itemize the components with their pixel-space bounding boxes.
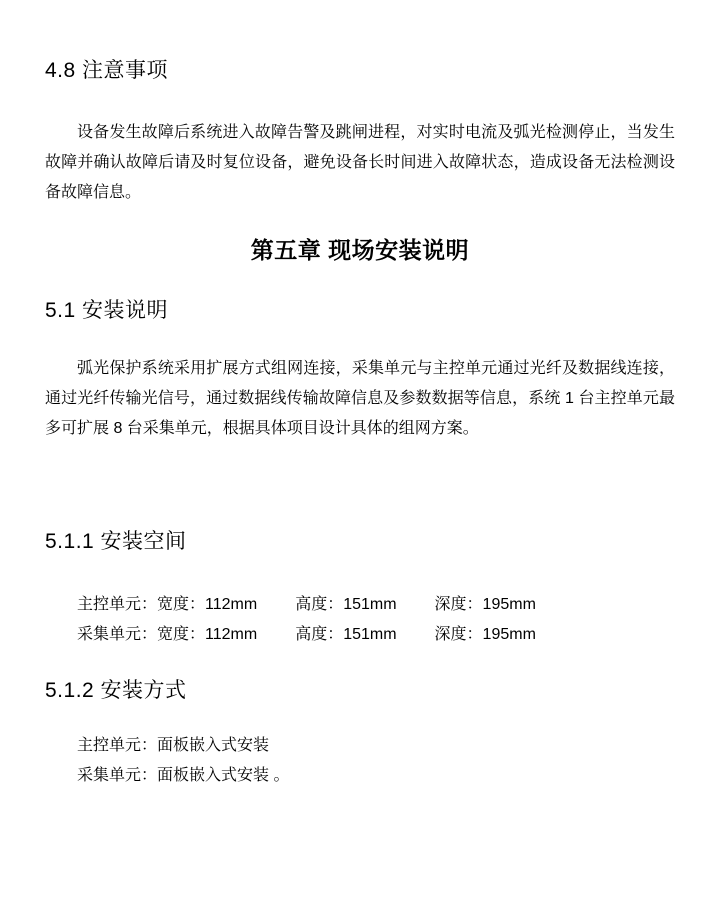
mount-row-collection-unit — [45, 761, 675, 791]
mount-value-main-unit: 面板嵌入式安装 — [157, 737, 270, 754]
heading-section-5-1-2: 5.1.2 安装方式 — [45, 679, 187, 702]
heading-chapter-5: 第五章 现场安装说明 — [250, 237, 470, 263]
mount-label-collection-unit: 采集单元： — [77, 767, 158, 784]
installation-space-specs — [45, 590, 675, 650]
spec-row-collection-unit — [45, 620, 675, 650]
spec-width-collection-unit: 宽度：112mm — [157, 626, 258, 643]
installation-method-list — [45, 731, 675, 791]
spec-depth-main-unit: 深度：195mm — [434, 596, 536, 613]
mount-row-main-control-unit — [45, 731, 675, 761]
spec-width-main-unit: 宽度：112mm — [157, 596, 258, 613]
spec-label-collection-unit: 采集单元： — [77, 626, 158, 643]
heading-section-5-1-1: 5.1.1 安装空间 — [45, 530, 187, 553]
mount-value-collection-unit: 面板嵌入式安装 。 — [157, 767, 290, 784]
spec-height-collection-unit: 高度：151mm — [295, 626, 397, 643]
paragraph-installation-overview: 弧光保护系统采用扩展方式组网连接，采集单元与主控单元通过光纤及数据线连接，通过光纤传输光信号，通过数据线传输故障信息及参数数据等信息，系统 1 台主控单元最多可扩展 8 台采集单元，根据具体项目设计具体的组网方案。 — [45, 360, 675, 437]
paragraph-fault-notice: 设备发生故障后系统进入故障告警及跳闸进程，对实时电流及弧光检测停止，当发生故障并确认故障后请及时复位设备，避免设备长时间进入故障状态，造成设备无法检测设备故障信息。 — [45, 124, 675, 201]
spec-depth-collection-unit: 深度：195mm — [434, 626, 536, 643]
spec-label-main-unit: 主控单元： — [77, 596, 158, 613]
heading-section-5-1: 5.1 安装说明 — [45, 299, 169, 322]
mount-label-main-unit: 主控单元： — [77, 737, 158, 754]
heading-section-4-8: 4.8 注意事项 — [45, 59, 169, 82]
spec-height-main-unit: 高度：151mm — [295, 596, 397, 613]
spec-row-main-control-unit — [45, 590, 675, 620]
